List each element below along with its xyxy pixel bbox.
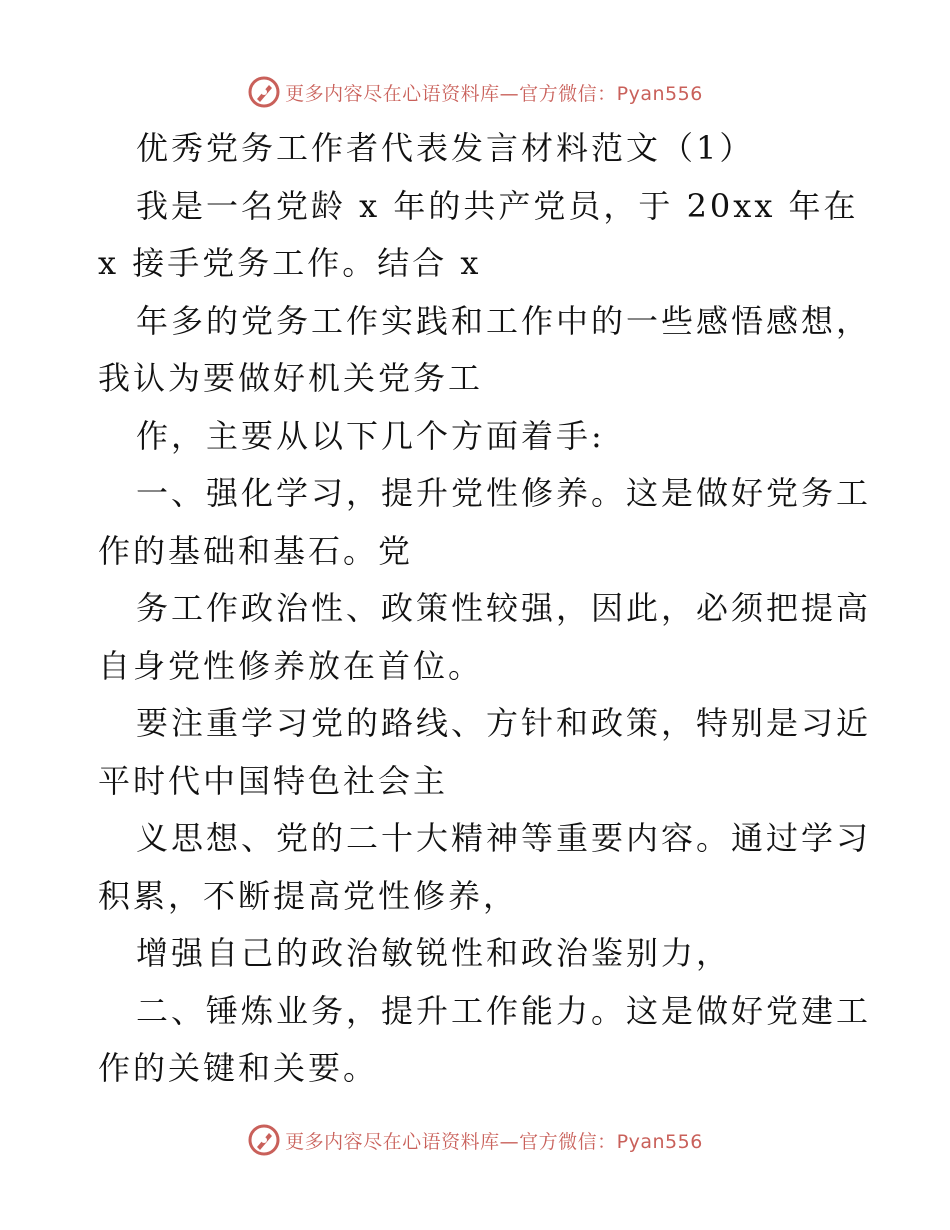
text-line: 年多的党务工作实践和工作中的一些感悟感想， xyxy=(136,301,872,340)
footer-watermark xyxy=(0,1120,950,1160)
text-line: x 接手党务工作。结合 x xyxy=(98,244,482,282)
text-line: 平时代中国特色社会主 xyxy=(98,761,449,800)
text-line: 我是一名党龄 x 年的共产党员，于 20xx 年在 xyxy=(136,186,859,225)
text-line: 作的基础和基石。党 xyxy=(98,531,414,570)
header-watermark xyxy=(0,72,950,112)
pen-logo-icon xyxy=(247,1123,281,1157)
text-line: 作的关键和关要。 xyxy=(98,1049,379,1087)
text-line: 增强自己的政治敏锐性和政治鉴别力， xyxy=(136,934,732,972)
text-line: 一、强化学习，提升党性修养。这是做好党务工 xyxy=(136,474,872,512)
document-body xyxy=(98,120,872,1098)
text-line: 务工作政治性、政策性较强，因此，必须把提高 xyxy=(136,589,872,627)
text-line: 作，主要从以下几个方面着手: xyxy=(136,416,605,455)
text-line: 要注重学习党的路线、方针和政策，特别是习近 xyxy=(136,704,872,742)
text-line: 积累，不断提高党性修养， xyxy=(98,876,519,915)
text-line: 义思想、党的二十大精神等重要内容。通过学习 xyxy=(136,819,872,857)
text-line: 我认为要做好机关党务工 xyxy=(98,359,484,397)
text-line: 自身党性修养放在首位。 xyxy=(98,646,484,685)
pen-logo-icon xyxy=(247,75,281,109)
watermark-text: 更多内容尽在心语资料库—官方微信：Pyan556 xyxy=(285,1130,703,1153)
watermark-text: 更多内容尽在心语资料库—官方微信：Pyan556 xyxy=(285,82,703,105)
text-line: 优秀党务工作者代表发言材料范文（1） xyxy=(136,129,755,167)
text-line: 二、锤炼业务，提升工作能力。这是做好党建工 xyxy=(136,991,872,1030)
